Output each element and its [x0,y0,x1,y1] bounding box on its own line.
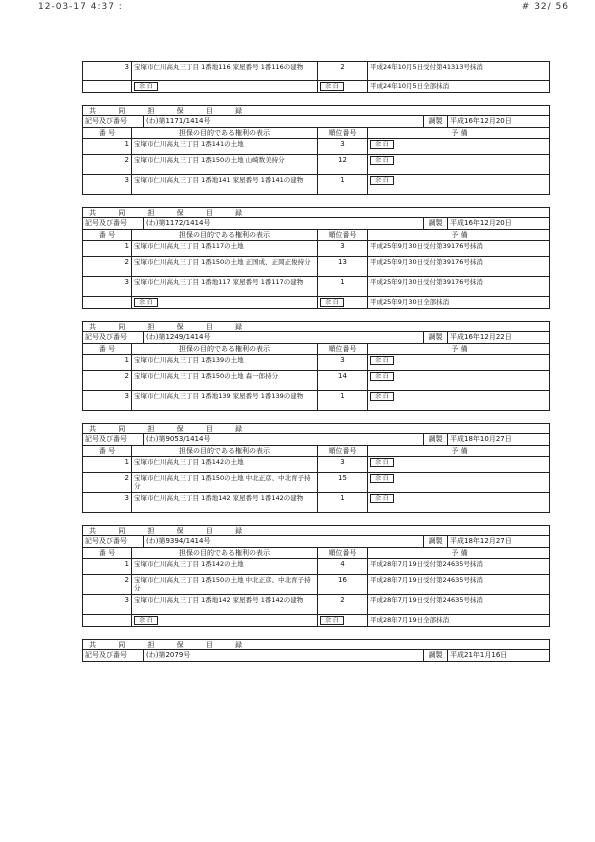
joint-collateral-section [82,525,550,627]
section-title: 共 同 担 保 目 録 [89,323,253,331]
footer-void-box: 余 白 [134,82,158,91]
row-target: 宝塚市仁川高丸三丁目 1番地139 家屋番号 1番139の建物 [131,391,317,410]
row-reserve-void-box: 余 白 [370,474,394,483]
row-reserve: 平成25年9月30日受付第39176号抹消 [367,277,551,296]
row-reserve-void-box: 余 白 [370,458,394,467]
previous-section-fragment [82,61,550,93]
row-number: 3 [124,596,129,604]
row-reserve-void-box: 余 白 [370,392,394,401]
row-target: 宝塚市仁川高丸三丁目 1番150の土地 中北正彦、中北育子持分 [131,473,317,492]
table-row [82,391,550,411]
row-reserve: 平成28年7月19日受付第24635号抹消 [367,595,551,614]
table-row [82,355,550,371]
col-header-reserve: 予 備 [367,344,551,354]
row-reserve: 平成28年7月19日受付第24635号抹消 [367,559,551,574]
footer-note: 平成24年10月5日全部抹消 [367,81,551,92]
joint-collateral-section [82,423,550,513]
row-reserve-void-box: 余 白 [370,356,394,365]
section-title-row [82,525,550,536]
table-row [82,473,550,493]
table-header-row [82,230,550,241]
row-reserve-void-box-cell [367,473,551,492]
row-reserve: 平成24年10月5日受付第41313号抹消 [367,62,551,80]
section-title: 共 同 担 保 目 録 [89,209,253,217]
section-footer [82,81,550,93]
row-reserve-void-box-cell [367,371,551,390]
row-reserve-void-box: 余 白 [370,156,394,165]
row-reserve-void-box: 余 白 [370,176,394,185]
row-reserve-void-box-cell [367,457,551,472]
col-header-reserve: 予 備 [367,548,551,558]
row-order: 13 [317,257,367,276]
table-header-row [82,548,550,559]
section-title: 共 同 担 保 目 録 [89,107,253,115]
section-title-row [82,423,550,434]
row-number: 3 [124,63,129,71]
col-header-order: 順位番号 [317,230,367,240]
section-title-row [82,321,550,332]
row-order: 14 [317,371,367,390]
adjust-date: 平成16年12月20日 [447,218,551,229]
section-title-row [82,207,550,218]
col-header-reserve: 予 備 [367,230,551,240]
row-number: 3 [124,494,129,502]
row-order: 2 [317,62,367,80]
col-header-reserve: 予 備 [367,446,551,456]
memo-label: 記号及び番号 [85,537,127,545]
row-order: 2 [317,595,367,614]
row-number: 2 [124,576,129,584]
memo-label: 記号及び番号 [85,333,127,341]
row-target: 宝塚市仁川高丸三丁目 1番地142 家屋番号 1番142の建物 [131,493,317,512]
footer-void-box-cell [131,81,317,92]
col-header-number: 番 号 [98,549,116,557]
col-header-number: 番 号 [98,345,116,353]
col-header-number: 番 号 [98,447,116,455]
row-reserve-void-box: 余 白 [370,140,394,149]
col-header-order: 順位番号 [317,548,367,558]
memo-label: 記号及び番号 [85,117,127,125]
col-header-number: 番 号 [98,129,116,137]
row-target: 宝塚市仁川高丸三丁目 1番141の土地 [131,139,317,154]
col-header-reserve: 予 備 [367,128,551,138]
table-row [82,155,550,175]
row-reserve: 平成28年7月19日受付第24635号抹消 [367,575,551,594]
section-footer [82,297,550,309]
section-title-row [82,639,550,650]
footer-void-box-2: 余 白 [320,82,344,91]
memo-number: (わ)第9394/1414号 [143,536,373,547]
col-header-order: 順位番号 [317,446,367,456]
table-header-row [82,344,550,355]
row-order: 3 [317,139,367,154]
table-row [82,139,550,155]
footer-note: 平成28年7月19日全部抹消 [367,615,551,626]
col-header-target: 担保の目的である権利の表示 [131,128,317,138]
footer-spacer [83,615,131,626]
col-header-number: 番 号 [98,231,116,239]
table-row [82,575,550,595]
row-number: 1 [124,458,129,466]
memo-number: (わ)第9053/1414号 [143,434,373,445]
adjust-label: 調製 [423,218,447,229]
row-order: 4 [317,559,367,574]
fax-header-left: 12-03-17 4:37 : [38,2,123,12]
row-number: 1 [124,242,129,250]
footer-void-box-cell [131,615,317,626]
table-row [82,493,550,513]
table-row [82,241,550,257]
table-row [82,257,550,277]
table-row [82,61,550,81]
row-number: 2 [124,258,129,266]
joint-collateral-section [82,105,550,195]
col-header-target: 担保の目的である権利の表示 [131,344,317,354]
footer-void-box-2-cell [317,297,367,308]
row-number: 3 [124,278,129,286]
adjust-label: 調製 [423,116,447,127]
memo-row [82,218,550,230]
row-number: 3 [124,176,129,184]
row-number: 1 [124,356,129,364]
memo-label: 記号及び番号 [85,219,127,227]
col-header-order: 順位番号 [317,344,367,354]
row-order: 3 [317,241,367,256]
row-reserve-void-box-cell [367,139,551,154]
joint-collateral-section [82,207,550,309]
row-number: 1 [124,560,129,568]
memo-number: (わ)第2079号 [143,650,373,661]
row-reserve-void-box-cell [367,355,551,370]
table-row [82,277,550,297]
memo-row [82,434,550,446]
row-order: 3 [317,457,367,472]
adjust-date: 平成18年10月27日 [447,434,551,445]
row-target: 宝塚市仁川高丸三丁目 1番地141 家屋番号 1番141の建物 [131,175,317,194]
row-order: 1 [317,175,367,194]
footer-void-box-2: 余 白 [320,616,344,625]
footer-spacer [83,81,131,92]
col-header-target: 担保の目的である権利の表示 [131,230,317,240]
footer-spacer [83,297,131,308]
footer-note: 平成25年9月30日全部抹消 [367,297,551,308]
col-header-order: 順位番号 [317,128,367,138]
table-row [82,457,550,473]
section-title: 共 同 担 保 目 録 [89,425,253,433]
row-target: 宝塚市仁川高丸三丁目 1番地142 家屋番号 1番142の建物 [131,595,317,614]
row-order: 1 [317,493,367,512]
adjust-label: 調製 [423,650,447,661]
joint-collateral-section [82,321,550,411]
memo-row [82,536,550,548]
memo-label: 記号及び番号 [85,435,127,443]
row-number: 1 [124,140,129,148]
adjust-date: 平成16年12月20日 [447,116,551,127]
row-reserve: 平成25年9月30日受付第39176号抹消 [367,241,551,256]
row-target: 宝塚市仁川高丸三丁目 1番150の土地 中北正彦、中北育子持分 [131,575,317,594]
row-reserve-void-box-cell [367,493,551,512]
adjust-label: 調製 [423,434,447,445]
row-reserve-void-box-cell [367,155,551,174]
row-reserve: 平成25年9月30日受付第39176号抹消 [367,257,551,276]
row-target: 宝塚市仁川高丸三丁目 1番150の土地 森一郎持分 [131,371,317,390]
row-order: 16 [317,575,367,594]
col-header-target: 担保の目的である権利の表示 [131,446,317,456]
row-target: 宝塚市仁川高丸三丁目 1番地117 家屋番号 1番117の建物 [131,277,317,296]
row-number: 2 [124,372,129,380]
row-order: 1 [317,391,367,410]
row-reserve-void-box: 余 白 [370,372,394,381]
row-reserve-void-box: 余 白 [370,494,394,503]
table-row [82,595,550,615]
row-number: 3 [124,392,129,400]
footer-void-box-2-cell [317,615,367,626]
adjust-date: 平成16年12月22日 [447,332,551,343]
table-header-row [82,128,550,139]
memo-number: (わ)第1249/1414号 [143,332,373,343]
row-reserve-void-box-cell [367,391,551,410]
row-target: 宝塚市仁川高丸三丁目 1番地116 家屋番号 1番116の建物 [131,62,317,80]
section-title-row [82,105,550,116]
row-target: 宝塚市仁川高丸三丁目 1番142の土地 [131,457,317,472]
adjust-label: 調製 [423,536,447,547]
col-header-target: 担保の目的である権利の表示 [131,548,317,558]
row-order: 12 [317,155,367,174]
memo-row [82,650,550,662]
adjust-date: 平成21年1月16日 [447,650,551,661]
row-number: 2 [124,156,129,164]
footer-void-box: 余 白 [134,616,158,625]
table-row [82,371,550,391]
table-row [82,175,550,195]
table-row [82,559,550,575]
adjust-date: 平成18年12月27日 [447,536,551,547]
row-order: 3 [317,355,367,370]
memo-row [82,116,550,128]
row-target: 宝塚市仁川高丸三丁目 1番150の土地 正国成、正岡正俊持分 [131,257,317,276]
row-number: 2 [124,474,129,482]
row-target: 宝塚市仁川高丸三丁目 1番139の土地 [131,355,317,370]
row-order: 1 [317,277,367,296]
memo-number: (わ)第1171/1414号 [143,116,373,127]
fax-header-right: # 32/ 56 [521,2,569,12]
memo-label: 記号及び番号 [85,651,127,659]
row-order: 15 [317,473,367,492]
memo-number: (わ)第1172/1414号 [143,218,373,229]
section-footer [82,615,550,627]
joint-collateral-section [82,639,550,662]
row-reserve-void-box-cell [367,175,551,194]
row-target: 宝塚市仁川高丸三丁目 1番117の土地 [131,241,317,256]
footer-void-box-2: 余 白 [320,298,344,307]
section-title: 共 同 担 保 目 録 [89,641,253,649]
section-title: 共 同 担 保 目 録 [89,527,253,535]
memo-row [82,332,550,344]
row-target: 宝塚市仁川高丸三丁目 1番150の土地 山崎数美持分 [131,155,317,174]
row-target: 宝塚市仁川高丸三丁目 1番142の土地 [131,559,317,574]
footer-void-box-cell [131,297,317,308]
footer-void-box: 余 白 [134,298,158,307]
adjust-label: 調製 [423,332,447,343]
footer-void-box-2-cell [317,81,367,92]
table-header-row [82,446,550,457]
